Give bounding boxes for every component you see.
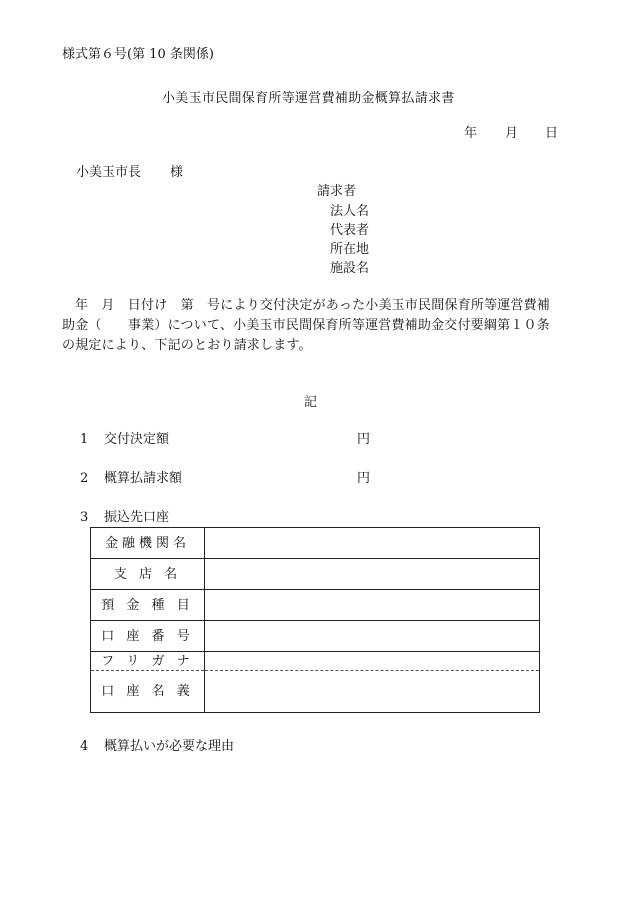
paragraph-line-3: の規定により、下記のとおり請求します。 bbox=[62, 338, 312, 353]
deposit-type-field[interactable] bbox=[205, 590, 540, 621]
item-1-unit: 円 bbox=[357, 432, 371, 447]
furigana-label: フ リ ガ ナ bbox=[91, 652, 205, 671]
representative-label: 代表者 bbox=[330, 223, 370, 238]
branch-row bbox=[91, 559, 540, 590]
bank-name-field[interactable] bbox=[205, 528, 540, 559]
date-month: 月 bbox=[505, 126, 519, 141]
paragraph-line-2: 助金（ 事業）について、小美玉市民間保育所等運営費補助金交付要綱第１０条 bbox=[62, 318, 550, 333]
bank-name-label: 金融機関名 bbox=[91, 528, 205, 559]
request-paragraph bbox=[62, 296, 567, 356]
item-3-label: 振込先口座 bbox=[104, 510, 170, 525]
document-title: 小美玉市民間保育所等運営費補助金概算払請求書 bbox=[162, 91, 455, 106]
deposit-type-label: 預 金 種 目 bbox=[91, 590, 205, 621]
item-4-label: 概算払いが必要な理由 bbox=[104, 739, 235, 754]
branch-label: 支 店 名 bbox=[91, 559, 205, 590]
account-holder-row bbox=[91, 671, 540, 713]
form-number: 様式第６号(第 10 条関係) bbox=[62, 47, 214, 62]
item-4-number: 4 bbox=[80, 739, 89, 754]
item-2-number: 2 bbox=[80, 471, 89, 486]
item-1-number: 1 bbox=[80, 432, 89, 447]
account-holder-label: 口 座 名 義 bbox=[91, 671, 205, 713]
ki-heading: 記 bbox=[304, 395, 318, 410]
facility-label: 施設名 bbox=[330, 261, 370, 276]
date-day: 日 bbox=[545, 126, 559, 141]
furigana-field[interactable] bbox=[205, 652, 540, 671]
addressee-honorific: 様 bbox=[170, 165, 184, 180]
bank-name-row bbox=[91, 528, 540, 559]
claimant-heading: 請求者 bbox=[317, 184, 357, 199]
date-year: 年 bbox=[464, 126, 478, 141]
item-2-label: 概算払請求額 bbox=[104, 471, 183, 486]
bank-account-table bbox=[90, 527, 540, 713]
account-number-label: 口 座 番 号 bbox=[91, 621, 205, 652]
addressee-name: 小美玉市長 bbox=[76, 165, 142, 180]
paragraph-line-1: 年 月 日付け 第 号により交付決定があった小美玉市民間保育所等運営費補 bbox=[75, 298, 551, 313]
furigana-row bbox=[91, 652, 540, 671]
item-1-label: 交付決定額 bbox=[104, 432, 170, 447]
account-holder-field[interactable] bbox=[205, 671, 540, 713]
address-label: 所在地 bbox=[330, 242, 370, 257]
branch-field[interactable] bbox=[205, 559, 540, 590]
account-number-row bbox=[91, 621, 540, 652]
deposit-type-row bbox=[91, 590, 540, 621]
item-3-number: 3 bbox=[80, 510, 89, 525]
account-number-field[interactable] bbox=[205, 621, 540, 652]
item-2-unit: 円 bbox=[357, 471, 371, 486]
corp-name-label: 法人名 bbox=[330, 204, 370, 219]
